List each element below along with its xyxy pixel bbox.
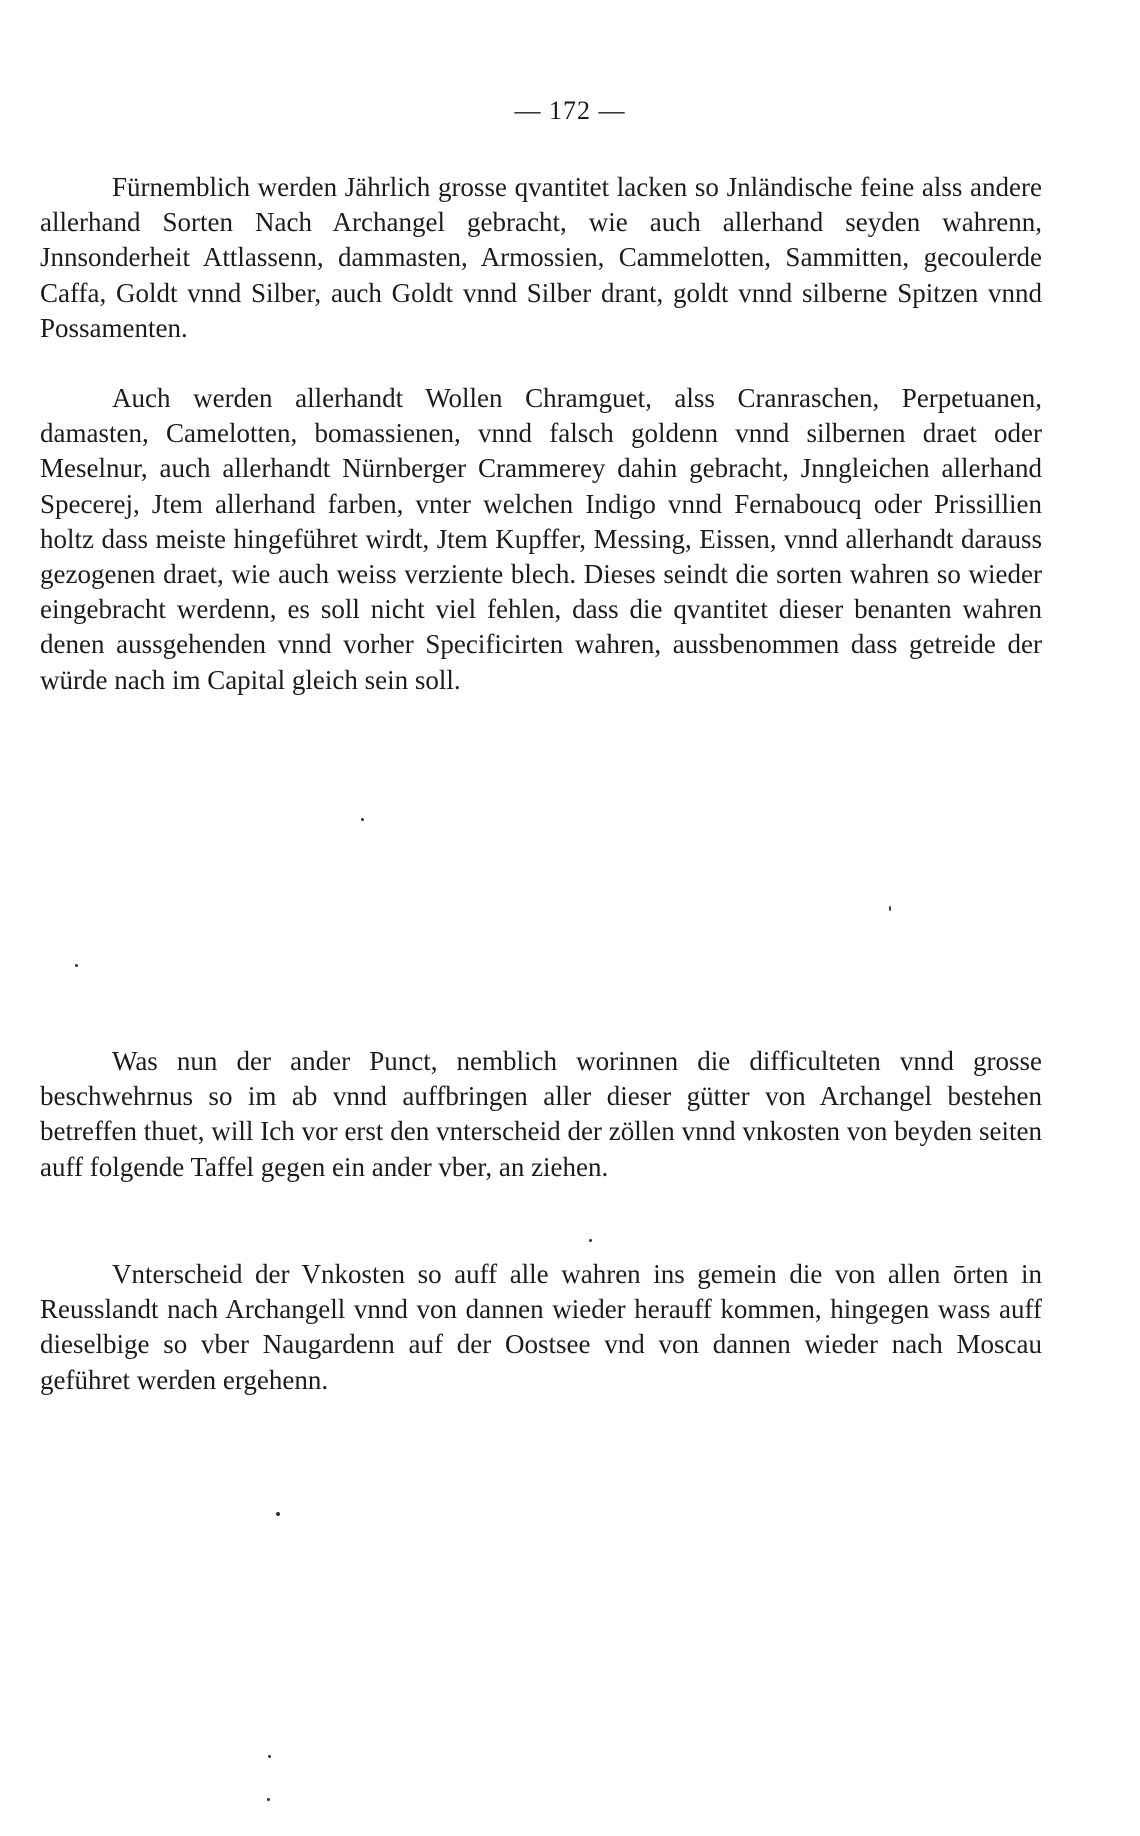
- paragraph-difficulties: Was nun der ander Punct, nemblich worinnen die difficulteten vnnd grosse beschwehrnus so im ab vnnd auffbringen aller dieser gütter von Archangel bestehen betreffen thuet, will Ich vor erst den vnterscheid der zöllen vnnd vnkosten von beyden seiten auff folgende Taffel gegen ein ander vber, an ziehen.: [40, 1046, 1042, 1182]
- page-number: — 172 —: [514, 96, 626, 125]
- scan-speck: [589, 1239, 592, 1242]
- scan-speck: [276, 1512, 280, 1516]
- paragraph-imports-textiles: Fürnemblich werden Jährlich grosse qvantitet lacken so Jnländische feine alss andere allerhand Sorten Nach Archangel gebracht, wie auch allerhand seyden wahrenn, Jnnsonderheit Attlassenn, dammasten, Armossien, Cammelotten, Sammitten, gecoulerde Caffa, Goldt vnnd Silber, auch Goldt vnnd Silber drant, goldt vnnd silberne Spitzen vnnd Possamenten.: [40, 172, 1042, 343]
- scan-speck: [268, 1755, 271, 1758]
- scan-speck: [75, 964, 78, 967]
- scan-speck: [267, 1798, 270, 1801]
- scan-speck: [361, 818, 364, 821]
- paragraph-imports-wares: Auch werden allerhandt Wollen Chramguet, alss Cranraschen, Perpetuanen, damasten, Camelotten, bomassienen, vnnd falsch goldenn vnnd silbernen draet oder Meselnur, auch allerhandt Nürnberger Crammerey dahin gebracht, Jnngleichen allerhand Specerej, Jtem allerhand farben, vnter welchen Indigo vnnd Fernaboucq oder Prissillien holtz dass meiste hingeführet wirdt, Jtem Kupffer, Messing, Eissen, vnnd allerhandt darauss gezogenen draet, wie auch weiss verziente blech. Dieses seindt die sorten wahren so wieder eingebracht werdenn, es soll nicht viel fehlen, dass die qvantitet dieser benanten wahren denen aussgehenden vnnd vorher Specificirten wahren, aussbenommen dass getreide der würde nach im Capital gleich sein soll.: [40, 383, 1042, 695]
- paragraph-cost-comparison: Vnterscheid der Vnkosten so auff alle wahren ins gemein die von allen ōrten in Reusslandt nach Archangell vnnd von dannen wieder herauff kommen, hingegen wass auff dieselbige so vber Naugardenn auf der Oostsee vnd von dannen wieder nach Moscau geführet werden ergehenn.: [40, 1259, 1042, 1395]
- scan-speck: [889, 906, 891, 911]
